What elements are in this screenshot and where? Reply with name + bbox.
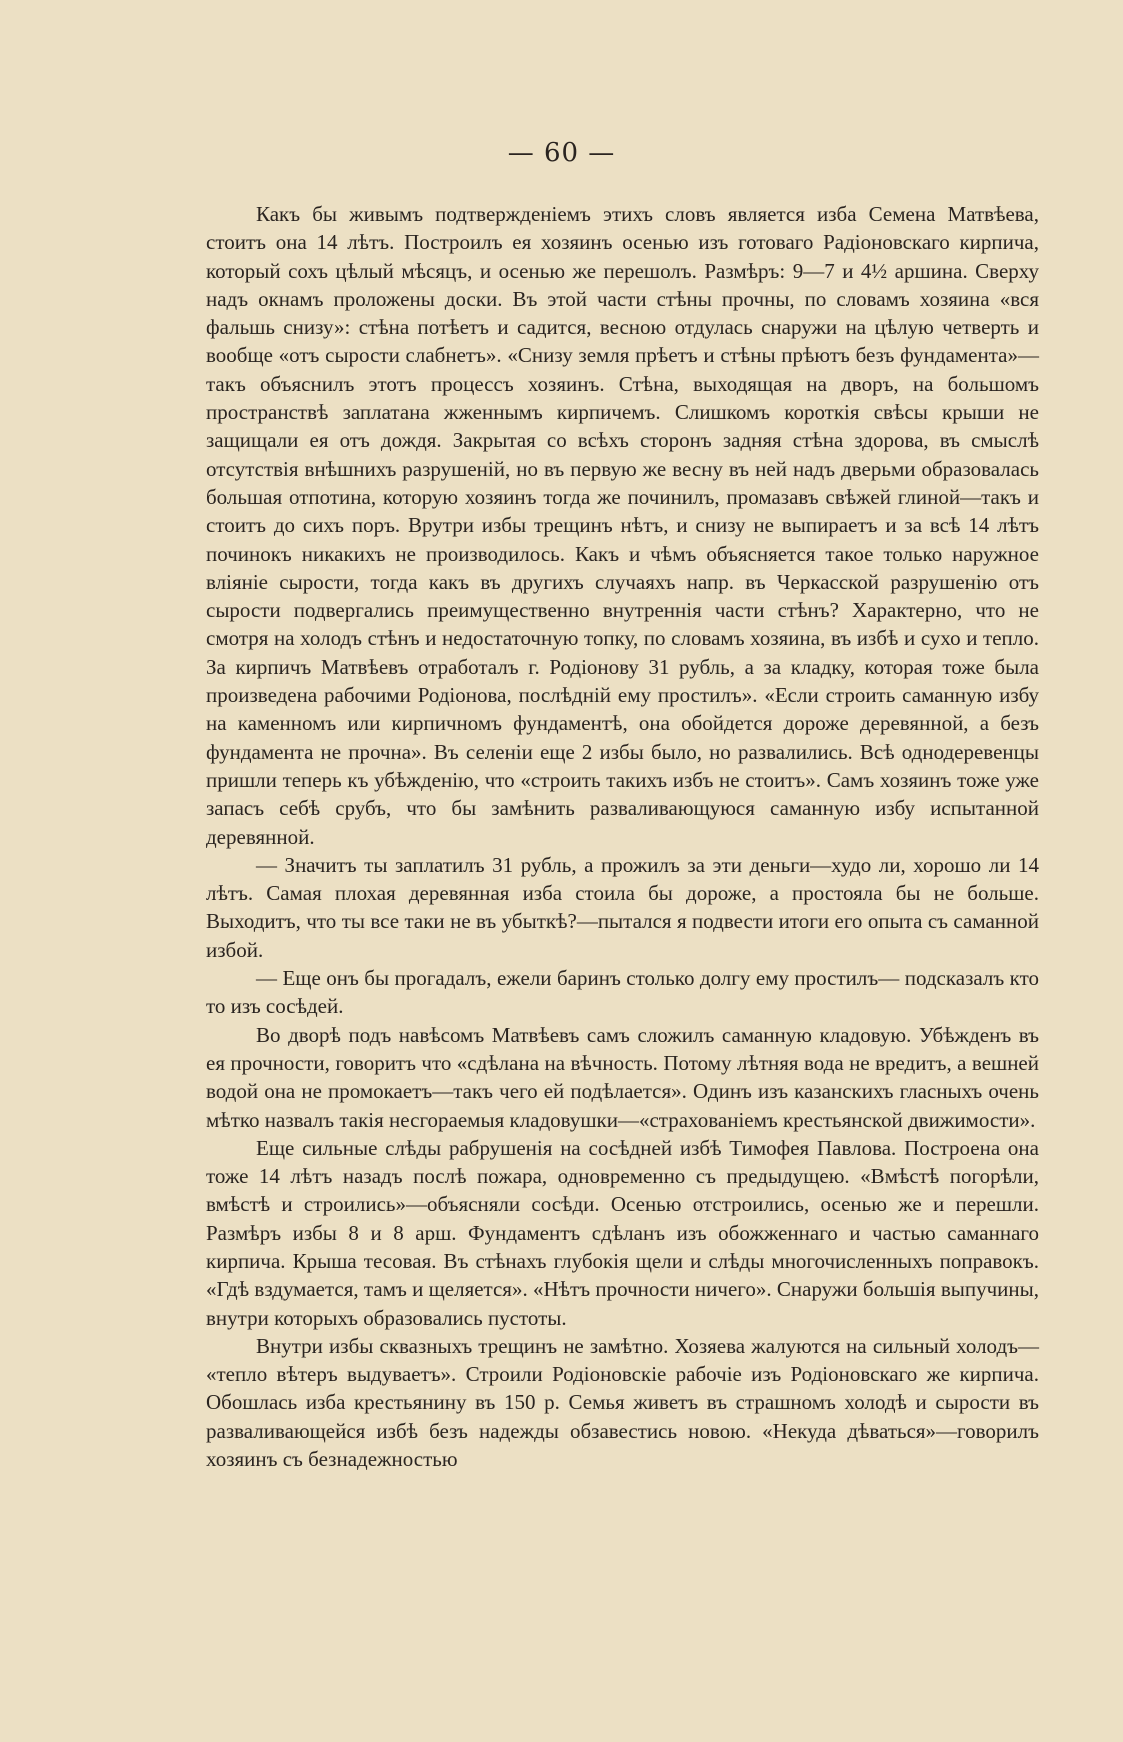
- paragraph: — Еще онъ бы прогадалъ, ежели баринъ столько долгу ему простилъ— подсказалъ кто то изъ сосѣдей.: [206, 966, 1039, 1019]
- paragraph: — Значитъ ты заплатилъ 31 рубль, а прожилъ за эти деньги—худо ли, хорошо ли 14 лѣтъ. Самая плохая деревянная изба стоила бы дороже, а простояла бы не больше. Выходитъ, что ты все таки не въ убыткѣ?—пытался я подвести итоги его опыта съ саманной избой.: [206, 852, 1039, 962]
- page-number: — 60 —: [507, 138, 616, 168]
- paragraph: Еще сильные слѣды рабрушенія на сосѣдней избѣ Тимофея Павлова. Построена она тоже 14 лѣтъ назадъ послѣ пожара, одновременно съ предыдущею. «Вмѣстѣ погорѣли, вмѣстѣ и строились»—объясняли сосѣди. Осенью отстроились, осенью же и перешли. Размѣръ избы 8 и 8 арш. Фундаментъ сдѣланъ изъ обожженнаго и частью саманнаго кирпича. Крыша тесовая. Въ стѣнахъ глубокія щели и слѣды многочисленныхъ поправокъ. «Гдѣ вздумается, тамъ и щеляется». «Нѣтъ прочности ничего». Снаружи большія выпучины, внутри которыхъ образовались пустоты.: [206, 1135, 1039, 1330]
- body-text: [206, 200, 1039, 1473]
- paragraph: Во дворѣ подъ навѣсомъ Матвѣевъ самъ сложилъ саманную кладовую. Убѣжденъ въ ея прочности, говоритъ что «сдѣлана на вѣчность. Потому лѣтняя вода не вредитъ, а вешней водой она не промокаетъ—такъ чего ей подѣлается». Одинъ изъ казанскихъ гласныхъ очень мѣтко назвалъ такія несгораемыя кладовушки—«страхованіемъ крестьянской движимости».: [206, 1022, 1039, 1132]
- paragraph: Какъ бы живымъ подтвержденіемъ этихъ словъ является изба Семена Матвѣева, стоитъ она 14 лѣтъ. Построилъ ея хозяинъ осенью изъ готоваго Радіоновскаго кирпича, который сохъ цѣлый мѣсяцъ, и осенью же перешолъ. Размѣръ: 9—7 и 4½ аршина. Сверху надъ окнамъ проложены доски. Въ этой части стѣны прочны, по словамъ хозяина «вся фальшь снизу»: стѣна потѣетъ и садится, весною отдулась снаружи на цѣлую четверть и вообще «отъ сырости слабнетъ». «Снизу земля прѣетъ и стѣны прѣютъ безъ фундамента»— такъ объяснилъ этотъ процессъ хозяинъ. Стѣна, выходящая на дворъ, на большомъ пространствѣ заплатана жженнымъ кирпичемъ. Слишкомъ короткія свѣсы крыши не защищали ея отъ дождя. Закрытая со всѣхъ сторонъ задняя стѣна здорова, въ смыслѣ отсутствія внѣшнихъ разрушеній, но въ первую же весну въ ней надъ дверьми образовалась большая отпотина, которую хозяинъ тогда же починилъ, промазавъ свѣжей глиной—такъ и стоитъ до сихъ поръ. Врутри избы трещинъ нѣтъ, и снизу не выпираетъ и за всѣ 14 лѣтъ починокъ никакихъ не производилось. Какъ и чѣмъ объясняется такое только наружное вліяніе сырости, тогда какъ въ другихъ случаяхъ напр. въ Черкасской разрушенію отъ сырости подвергались преимущественно внутреннія части стѣнъ? Характерно, что не смотря на холодъ стѣнъ и недостаточную топку, по словамъ хозяина, въ избѣ и сухо и тепло. За кирпичъ Матвѣевъ отработалъ г. Родіонову 31 рубль, а за кладку, которая тоже была произведена рабочими Родіонова, послѣдній ему простилъ». «Если строить саманную избу на каменномъ или кирпичномъ фундаментѣ, она обойдется дороже деревянной, а безъ фундамента не прочна». Въ селеніи еще 2 избы было, но развалились. Всѣ однодеревенцы пришли теперь къ убѣжденію, что «строить такихъ избъ не стоитъ». Самъ хозяинъ тоже уже запасъ себѣ срубъ, что бы замѣнить разваливающуюся саманную избу испытанной деревянной.: [206, 202, 1039, 849]
- paragraph: Внутри избы сквазныхъ трещинъ не замѣтно. Хозяева жалуются на сильный холодъ— «тепло вѣтеръ выдуваетъ». Строили Родіоновскіе рабочіе изъ Родіоновскаго же кирпича. Обошлась изба крестьянину въ 150 р. Семья живетъ въ страшномъ холодѣ и сырости въ разваливающейся избѣ безъ надежды обзавестись новою. «Некуда дѣваться»—говорилъ хозяинъ съ безнадежностью: [206, 1333, 1039, 1472]
